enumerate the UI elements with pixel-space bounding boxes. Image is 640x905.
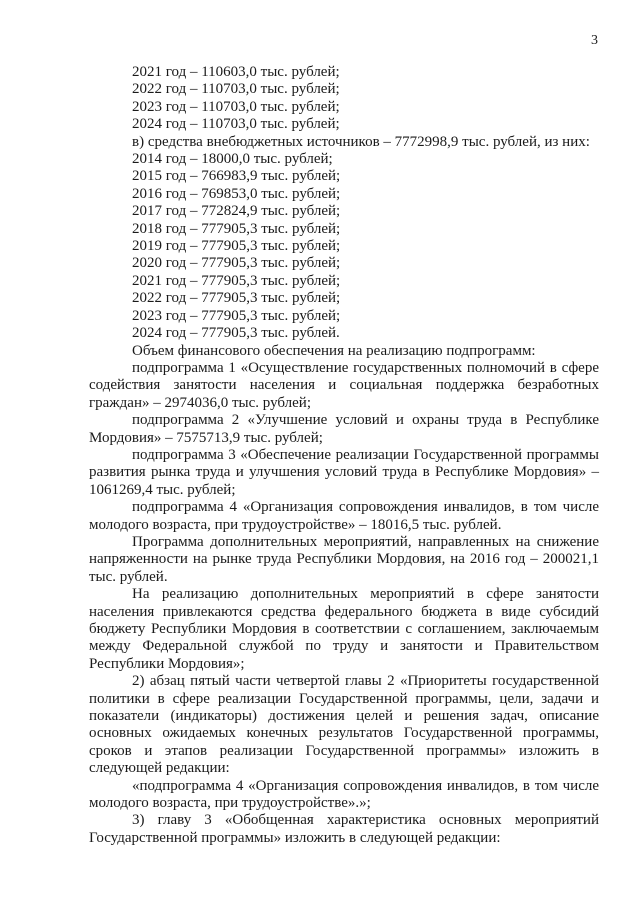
funding-line: 2021 год – 110603,0 тыс. рублей;	[132, 64, 340, 80]
funding-line: 2024 год – 777905,3 тыс. рублей.	[132, 325, 340, 342]
funding-line: 2020 год – 777905,3 тыс. рублей;	[132, 255, 341, 272]
amendment-2-paragraph: 2) абзац пятый части четвертой главы 2 «Приоритеты государственной политики в сфере реализации Государственной программы, цели, задачи и показатели (индикаторы) достижения целей и решения задач, описание основных ожидаемых конечных результатов Государственной программы, сроков и этапов реализации Государственной программы» изложить в следующей редакции:	[89, 673, 599, 777]
funding-line: 2023 год – 777905,3 тыс. рублей;	[132, 307, 341, 324]
funding-subheading: в) средства внебюджетных источников – 7772998,9 тыс. рублей, из них:	[132, 133, 590, 150]
document-body	[89, 64, 599, 847]
funding-line: 2022 год – 777905,3 тыс. рублей;	[132, 290, 341, 307]
funding-line: 2023 год – 110703,0 тыс. рублей;	[132, 98, 340, 115]
quoted-subprogram-paragraph: «подпрограмма 4 «Организация сопровождения инвалидов, в том числе молодого возраста, при трудоустройстве».»;	[89, 777, 599, 812]
additional-measures-paragraph: Программа дополнительных мероприятий, направленных на снижение напряженности на рынке труда Республики Мордовия, на 2016 год – 200021,1 тыс. рублей.	[89, 533, 599, 585]
amendment-3-paragraph: 3) главу 3 «Обобщенная характеристика основных мероприятий Государственной программы» изложить в следующей редакции:	[89, 812, 599, 846]
funding-line: 2015 год – 766983,9 тыс. рублей;	[132, 168, 341, 185]
federal-funding-paragraph: На реализацию дополнительных мероприятий в сфере занятости населения привлекаются средства федерального бюджета в виде субсидий бюджету Республики Мордовия в соответствии с соглашением, заключаемым между Федеральной службой по труду и занятости и Правительством Республики Мордовия»;	[89, 586, 599, 672]
subprogram-2-paragraph: подпрограмма 2 «Улучшение условий и охраны труда в Республике Мордовия» – 7575713,9 тыс. рублей;	[89, 412, 599, 446]
funding-line: 2016 год – 769853,0 тыс. рублей;	[132, 185, 341, 202]
subprograms-heading: Объем финансового обеспечения на реализацию подпрограмм:	[132, 342, 536, 359]
funding-line: 2017 год – 772824,9 тыс. рублей;	[132, 203, 341, 220]
subprogram-3-paragraph: подпрограмма 3 «Обеспечение реализации Государственной программы развития рынка труда и улучшения условий труда в Республике Мордовия» – 1061269,4 тыс. рублей;	[89, 446, 599, 498]
subprogram-1-paragraph: подпрограмма 1 «Осуществление государственных полномочий в сфере содействия занятости населения и социальная поддержка безработных граждан» – 2974036,0 тыс. рублей;	[89, 359, 599, 411]
funding-line: 2021 год – 777905,3 тыс. рублей;	[132, 272, 341, 289]
page-number: 3	[591, 33, 598, 48]
funding-line: 2024 год – 110703,0 тыс. рублей;	[132, 116, 340, 133]
funding-line: 2019 год – 777905,3 тыс. рублей;	[132, 238, 341, 255]
funding-line: 2018 год – 777905,3 тыс. рублей;	[132, 220, 341, 237]
funding-line: 2022 год – 110703,0 тыс. рублей;	[132, 81, 340, 98]
funding-line: 2014 год – 18000,0 тыс. рублей;	[132, 151, 333, 168]
subprogram-4-paragraph: подпрограмма 4 «Организация сопровождения инвалидов, в том числе молодого возраста, при трудоустройстве» – 18016,5 тыс. рублей.	[89, 499, 599, 533]
